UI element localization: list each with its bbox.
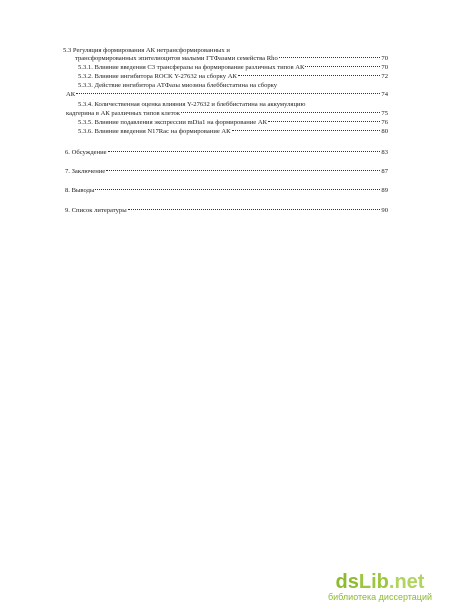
leader-dots	[128, 209, 381, 210]
leader-dots	[305, 66, 380, 67]
toc-entry-5-3[interactable]	[75, 55, 388, 63]
leader-dots	[279, 57, 381, 58]
toc-page-number: 75	[381, 110, 388, 117]
leader-dots	[95, 189, 380, 190]
toc-entry-7[interactable]	[65, 168, 388, 176]
toc-page-number: 72	[381, 73, 388, 80]
leader-dots	[238, 75, 381, 76]
dslib-watermark	[320, 572, 440, 603]
toc-entry-label: 8. Выводы	[65, 187, 95, 194]
toc-page-number: 70	[381, 55, 388, 62]
toc-page-number: 74	[381, 91, 388, 98]
toc-entry-label: 5.3.2. Влияние ингибитора ROCK Y-27632 на сборку АК	[78, 73, 237, 80]
toc-page-number: 83	[381, 149, 388, 156]
toc-entry-label: 7. Заключение	[65, 168, 106, 175]
leader-dots	[181, 112, 380, 113]
leader-dots	[76, 93, 380, 94]
toc-entry-5-3-1[interactable]	[78, 64, 388, 72]
toc-entry-5-3-2[interactable]	[78, 73, 388, 81]
toc-entry-label: 5.3.6. Влияние введения N17Rac на формирование АК	[78, 128, 231, 135]
toc-page-number: 70	[381, 64, 388, 71]
toc-entry-5-3-3-line1: 5.3.3. Действие ингибитора АТФазы миозина блеббистатина на сборку	[78, 82, 278, 89]
toc-entry-9[interactable]	[65, 207, 388, 215]
toc-entry-5-3-4-line2: кадгерина в АК различных типов клеток	[66, 110, 181, 117]
leader-dots	[108, 151, 381, 152]
toc-entry-5-3-3-line2: АК	[66, 91, 76, 98]
toc-entry-5-3-4[interactable]	[66, 110, 388, 118]
toc-entry-5-3-5[interactable]	[78, 119, 388, 127]
toc-page-number: 76	[381, 119, 388, 126]
toc-entry-label: 9. Список литературы	[65, 207, 127, 214]
toc-entry-label: 6. Обсуждение	[65, 149, 107, 156]
leader-dots	[232, 130, 381, 131]
toc-entry-label: 5.3.1. Влияние введения С3 трансферазы на формирование различных типов АК	[78, 64, 305, 71]
toc-page-number: 80	[381, 128, 388, 135]
dslib-logo: dsLib.net	[335, 571, 425, 593]
toc-entry-5-3-4-line1: 5.3.4. Количественная оценка влияния Y-27632 и блеббистатина на аккумуляцию	[78, 101, 306, 108]
toc-entry-5-3-line1: 5.3 Регуляция формирования АК нетрансформированных и	[63, 47, 230, 54]
toc-entry-5-3-6[interactable]	[78, 128, 388, 136]
toc-page-number: 89	[381, 187, 388, 194]
toc-entry-label: 5.3.5. Влияние подавления экспрессии mDia1 на формирование АК	[78, 119, 268, 126]
toc-entry-5-3-line2: трансформированных эпителиоцитов малыми ГТФазами семейства Rho	[75, 55, 278, 62]
toc-entry-8[interactable]	[65, 187, 388, 195]
leader-dots	[106, 170, 380, 171]
toc-entry-6[interactable]	[65, 149, 388, 157]
toc-page-number: 90	[381, 207, 388, 214]
toc-page-number: 87	[381, 168, 388, 175]
leader-dots	[268, 121, 380, 122]
toc-entry-5-3-3[interactable]	[66, 91, 388, 99]
dslib-subtitle: библиотека диссертаций	[327, 592, 432, 602]
